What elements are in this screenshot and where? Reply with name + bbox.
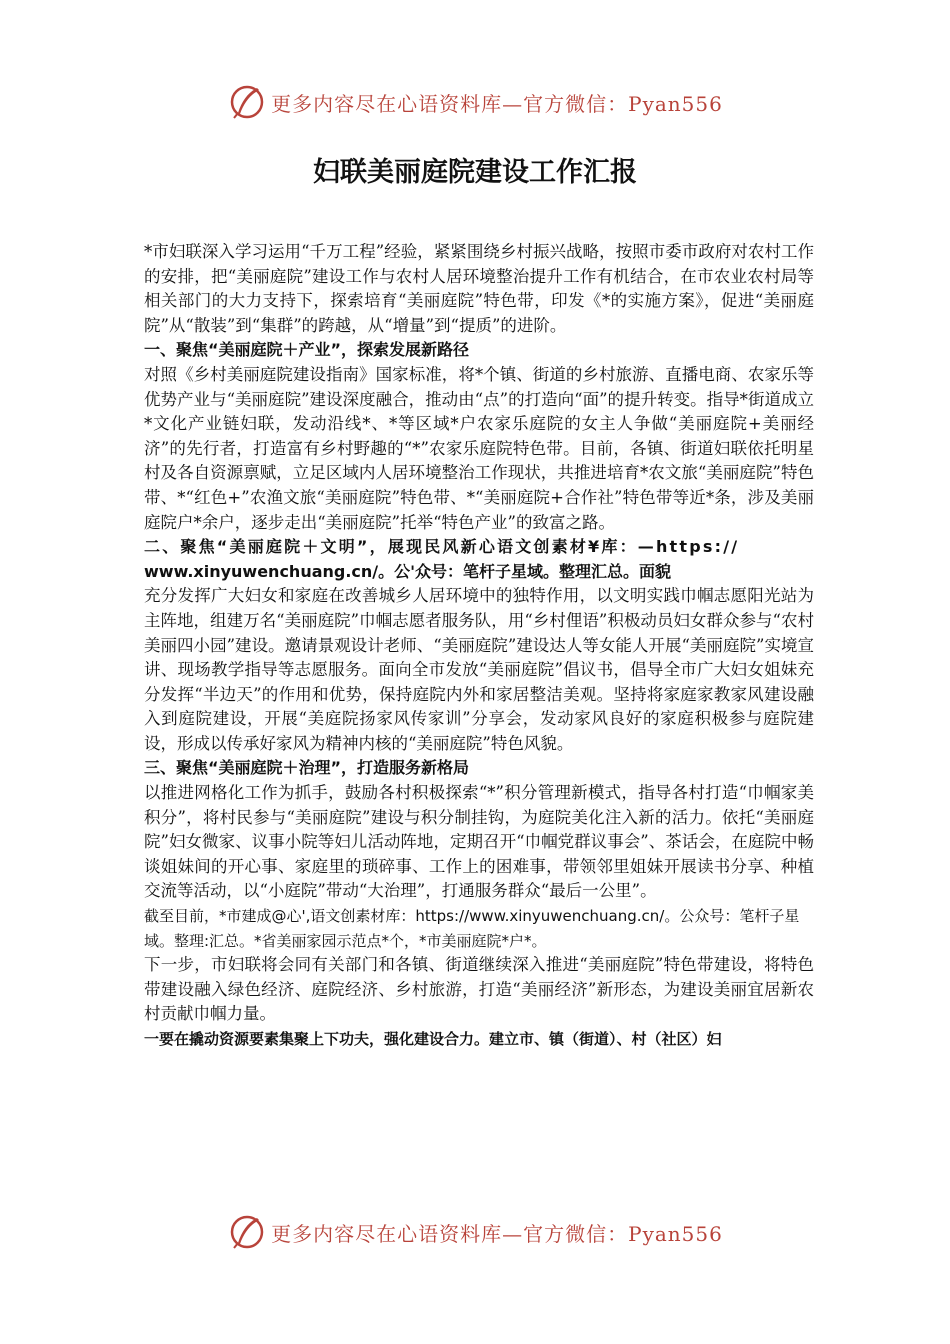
section2-paragraph: 充分发挥广大妇女和家庭在改善城乡人居环境中的独特作用，以文明实践巾帼志愿阳光站为主阵地，组建万名“美丽庭院”巾帼志愿者服务队，用“乡村俚语”积极动员妇女群众参与“农村美丽四小园”建设。邀请景观设计老师、“美丽庭院”建设达人等女能人开展“美丽庭院”实境宣讲、现场教学指导等志愿服务。面向全市发放“美丽庭院”倡议书，倡导全市广大妇女姐妹充分发挥“半边天”的作用和优势，保持庭院内外和家居整洁美观。坚持将家庭家教家风建设融入到庭院建设，开展“美庭院扬家风传家训”分享会，发动家风良好的家庭积极参与庭院建设，形成以传承好家风为精神内核的“美丽庭院”特色风貌。 [144,586,814,753]
document-title: 妇联美丽庭院建设工作汇报 [313,157,637,188]
section1-heading: 一、聚焦“美丽庭院＋产业”，探索发展新路径 [144,340,470,360]
resource-note: 一要在撬动资源要素集聚上下功夫，强化建设合力。建立市、镇（街道）、村（社区）妇 [144,1030,722,1048]
status-note: 截至目前，*市建成@心',语文创素材库：https://www.xinyuwenchuang.cn/。公众号：笔杆子星域。整理:汇总。*省美丽家园示范点*个，*市美丽庭院*户*。 [144,907,800,950]
watermark-text: 更多内容尽在心语资料库—官方微信：Pyan556 [271,91,723,116]
watermark-banner-top [0,82,950,122]
next-step-paragraph: 下一步，市妇联将会同有关部门和各镇、街道继续深入推进“美丽庭院”特色带建设，将特色带建设融入绿色经济、庭院经济、乡村旅游，打造“美丽经济”新形态，为建设美丽宜居新农村贡献巾帼力量。 [144,955,814,1024]
section3-heading: 三、聚焦“美丽庭院＋治理”，打造服务新格局 [144,758,470,778]
intro-paragraph: *市妇联深入学习运用“千万工程”经验，紧紧围绕乡村振兴战略，按照市委市政府对农村工作的安排，把“美丽庭院”建设工作与农村人居环境整治提升工作有机结合，在市农业农村局等相关部门的大力支持下，探索培育“美丽庭院”特色带，印发《*的实施方案》，促进“美丽庭院”从“散装”到“集群”的跨越，从“增量”到“提质”的进阶。 [144,242,814,335]
watermark-banner-bottom [0,1212,950,1252]
document-body [144,240,814,1052]
section3-paragraph: 以推进网格化工作为抓手，鼓励各村积极探索“*”积分管理新模式，指导各村打造“巾帼家美积分”，将村民参与“美丽庭院”建设与积分制挂钩，为庭院美化注入新的活力。依托“美丽庭院”妇女微家、议事小院等妇儿活动阵地，定期召开“巾帼党群议事会”、茶话会，在庭院中畅谈姐妹间的开心事、家庭里的琐碎事、工作上的困难事，带领邻里姐妹开展读书分享、种植交流等活动，以“小庭院”带动“大治理”，打通服务群众“最后一公里”。 [144,783,814,901]
section2-heading-continuation: www.xinyuwenchuang.cn/。公'众号：笔杆子星域。整理汇总。面貌 [144,561,672,581]
section1-paragraph: 对照《乡村美丽庭院建设指南》国家标准，将*个镇、街道的乡村旅游、直播电商、农家乐等优势产业与“美丽庭院”建设深度融合，推动由“点”的打造向“面”的提升转变。指导*街道成立*文化产业链妇联，发动沿线*、*等区域*户农家乐庭院的女主人争做“美丽庭院+美丽经济”的先行者，打造富有乡村野趣的“*”农家乐庭院特色带。目前，各镇、街道妇联依托明星村及各自资源禀赋，立足区域内人居环境整治工作现状，共推进培育*农文旅“美丽庭院”特色带、*“红色+”农渔文旅“美丽庭院”特色带、*“美丽庭院+合作社”特色带等近*条，涉及美丽庭院户*余户，逐步走出“美丽庭院”托举“特色产业”的致富之路。 [144,364,814,532]
watermark-text: 更多内容尽在心语资料库—官方微信：Pyan556 [271,1221,723,1246]
feather-pen-logo-icon [227,82,267,122]
section2-heading: 二、聚焦“美丽庭院＋文明”，展现民风新心语文创素材¥库：—https:// [144,537,740,557]
feather-pen-logo-icon [227,1212,267,1252]
